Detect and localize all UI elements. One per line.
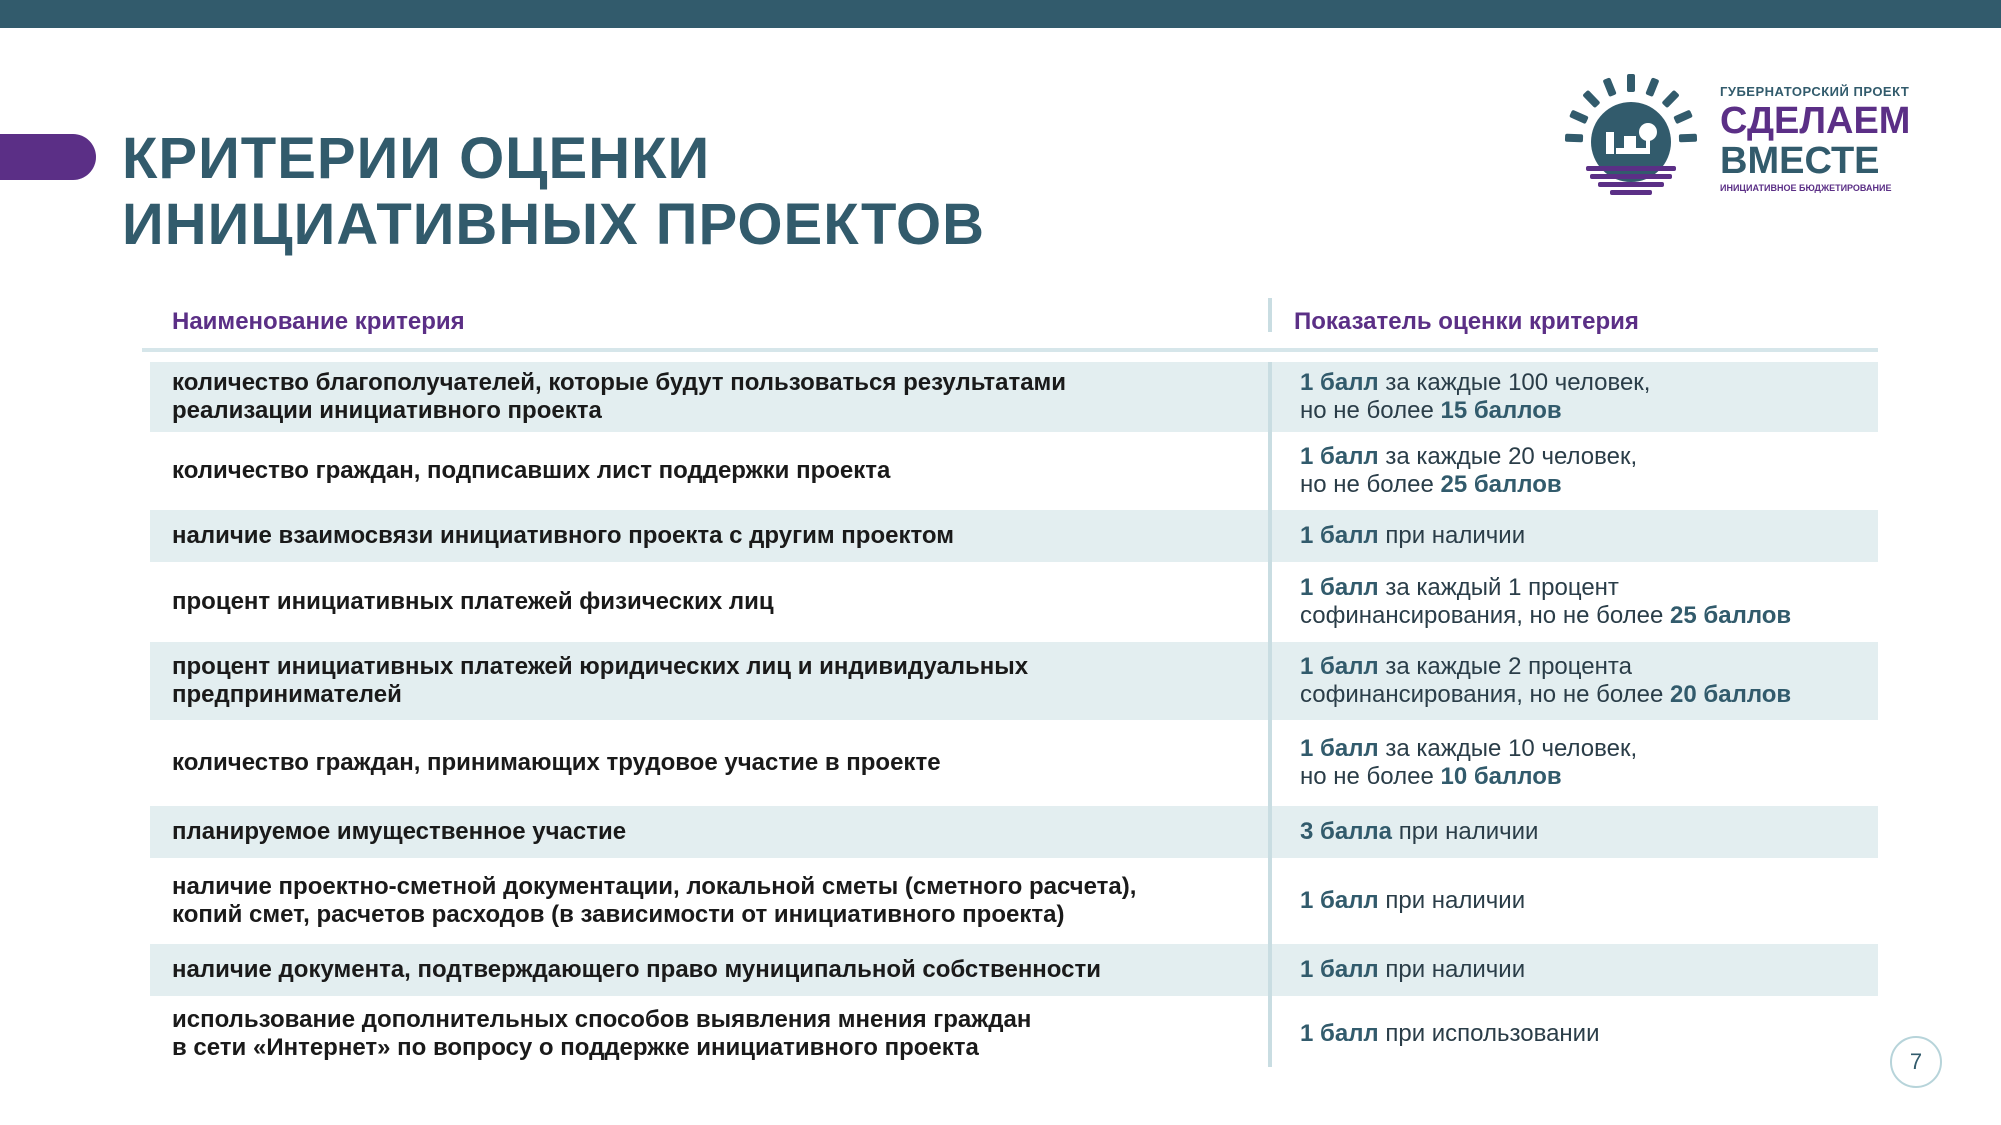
criterion-text: реализации инициативного проекта xyxy=(172,397,602,424)
score-text: при наличии xyxy=(1378,522,1526,549)
criterion-text: количество благополучателей, которые будут пользоваться результатами xyxy=(172,369,1067,396)
criterion-text: количество граждан, принимающих трудовое участие в проекте xyxy=(172,749,941,776)
indicator-line xyxy=(1300,956,1525,984)
score-text: но не более xyxy=(1300,397,1441,424)
criterion-text: предпринимателей xyxy=(172,681,402,708)
score-value: 1 балл xyxy=(1300,956,1379,983)
indicator-line xyxy=(1300,735,1637,763)
score-max-value: 25 баллов xyxy=(1670,602,1792,629)
table-row xyxy=(150,362,1878,432)
page-title xyxy=(122,126,985,258)
criterion-cell xyxy=(150,818,1270,846)
indicator-cell xyxy=(1270,574,1791,630)
score-value: 1 балл xyxy=(1300,443,1379,470)
score-text: за каждые 20 человек, xyxy=(1378,443,1638,470)
indicator-line xyxy=(1300,574,1791,602)
criterion-text: наличие документа, подтверждающего право муниципальной собственности xyxy=(172,956,1102,983)
score-value: 1 балл xyxy=(1300,522,1379,549)
score-text: софинансирования, но не более xyxy=(1300,602,1671,629)
score-text: но не более xyxy=(1300,471,1441,498)
score-max-value: 25 баллов xyxy=(1440,471,1562,498)
score-text: за каждые 100 человек, xyxy=(1378,369,1651,396)
score-value: 1 балл xyxy=(1300,574,1379,601)
criterion-text: планируемое имущественное участие xyxy=(172,818,627,845)
indicator-line xyxy=(1300,602,1791,630)
score-text: за каждые 2 процента xyxy=(1378,653,1632,680)
table-row xyxy=(150,562,1878,642)
score-text: при наличии xyxy=(1378,956,1526,983)
criterion-text: наличие взаимосвязи инициативного проекта с другим проектом xyxy=(172,522,954,549)
indicator-line xyxy=(1300,443,1637,471)
criterion-text: процент инициативных платежей физических лиц xyxy=(172,588,774,615)
criterion-cell xyxy=(150,588,1270,616)
logo-subtitle: ГУБЕРНАТОРСКИЙ ПРОЕКТ xyxy=(1720,84,1910,99)
score-value: 1 балл xyxy=(1300,653,1379,680)
page-number: 7 xyxy=(1890,1036,1942,1088)
criterion-cell xyxy=(150,522,1270,550)
criterion-cell xyxy=(150,956,1270,984)
indicator-line xyxy=(1300,369,1650,397)
indicator-line xyxy=(1300,522,1525,550)
indicator-cell xyxy=(1270,369,1650,425)
criterion-text: копий смет, расчетов расходов (в зависимости от инициативного проекта) xyxy=(172,901,1065,928)
criterion-cell xyxy=(150,873,1270,929)
sun-emblem-icon xyxy=(1560,70,1700,210)
criteria-table xyxy=(150,362,1878,1072)
table-row xyxy=(150,432,1878,510)
logo-word-1: СДЕЛАЕМ xyxy=(1720,100,1911,142)
score-value: 1 балл xyxy=(1300,887,1379,914)
score-text: при наличии xyxy=(1378,887,1526,914)
table-row xyxy=(150,510,1878,562)
indicator-line xyxy=(1300,471,1637,499)
indicator-cell xyxy=(1270,522,1525,550)
page-title-line-1: КРИТЕРИИ ОЦЕНКИ xyxy=(122,126,711,191)
score-text: при наличии xyxy=(1392,818,1539,845)
criterion-text: количество граждан, подписавших лист поддержки проекта xyxy=(172,457,891,484)
score-value: 1 балл xyxy=(1300,369,1379,396)
project-logo xyxy=(1560,70,1920,210)
score-text: но не более xyxy=(1300,763,1441,790)
criterion-column-header: Наименование критерия xyxy=(172,308,465,335)
table-row xyxy=(150,858,1878,944)
score-value: 3 балла xyxy=(1300,818,1393,845)
indicator-cell xyxy=(1270,1020,1599,1048)
indicator-line xyxy=(1300,653,1791,681)
indicator-line xyxy=(1300,763,1637,791)
indicator-cell xyxy=(1270,653,1791,709)
table-header xyxy=(142,298,1878,352)
criterion-text: использование дополнительных способов выявления мнения граждан xyxy=(172,1006,1032,1033)
page-title-line-2: ИНИЦИАТИВНЫХ ПРОЕКТОВ xyxy=(122,192,986,257)
score-value: 1 балл xyxy=(1300,735,1379,762)
indicator-cell xyxy=(1270,956,1525,984)
table-row xyxy=(150,806,1878,858)
score-value: 1 балл xyxy=(1300,1020,1379,1047)
score-max-value: 10 баллов xyxy=(1440,763,1562,790)
indicator-line xyxy=(1300,681,1791,709)
criterion-cell xyxy=(150,749,1270,777)
indicator-line xyxy=(1300,887,1525,915)
indicator-line xyxy=(1300,397,1650,425)
score-max-value: 15 баллов xyxy=(1440,397,1562,424)
criterion-cell xyxy=(150,653,1270,709)
indicator-line xyxy=(1300,818,1538,846)
score-text: за каждые 10 человек, xyxy=(1378,735,1638,762)
criterion-cell xyxy=(150,457,1270,485)
indicator-cell xyxy=(1270,735,1637,791)
table-row xyxy=(150,996,1878,1072)
logo-text xyxy=(1720,84,1960,193)
criterion-cell xyxy=(150,1006,1270,1062)
score-text: за каждый 1 процент xyxy=(1378,574,1619,601)
criterion-text: наличие проектно-сметной документации, локальной сметы (сметного расчета), xyxy=(172,873,1137,900)
header-divider xyxy=(1268,298,1272,332)
column-divider xyxy=(1268,362,1272,1067)
table-row xyxy=(150,720,1878,806)
indicator-column-header: Показатель оценки критерия xyxy=(1294,308,1639,335)
indicator-line xyxy=(1300,1020,1599,1048)
criterion-cell xyxy=(150,369,1270,425)
logo-caption: ИНИЦИАТИВНОЕ БЮДЖЕТИРОВАНИЕ xyxy=(1720,183,1892,193)
criterion-text: в сети «Интернет» по вопросу о поддержке инициативного проекта xyxy=(172,1034,979,1061)
criterion-text: процент инициативных платежей юридических лиц и индивидуальных xyxy=(172,653,1029,680)
table-row xyxy=(150,944,1878,996)
indicator-cell xyxy=(1270,443,1637,499)
title-accent-bar xyxy=(0,134,96,180)
table-row xyxy=(150,642,1878,720)
indicator-cell xyxy=(1270,818,1538,846)
score-text: софинансирования, но не более xyxy=(1300,681,1671,708)
logo-word-2: ВМЕСТЕ xyxy=(1720,140,1880,182)
top-bar xyxy=(0,0,2001,28)
indicator-cell xyxy=(1270,887,1525,915)
score-text: при использовании xyxy=(1378,1020,1600,1047)
score-max-value: 20 баллов xyxy=(1670,681,1792,708)
